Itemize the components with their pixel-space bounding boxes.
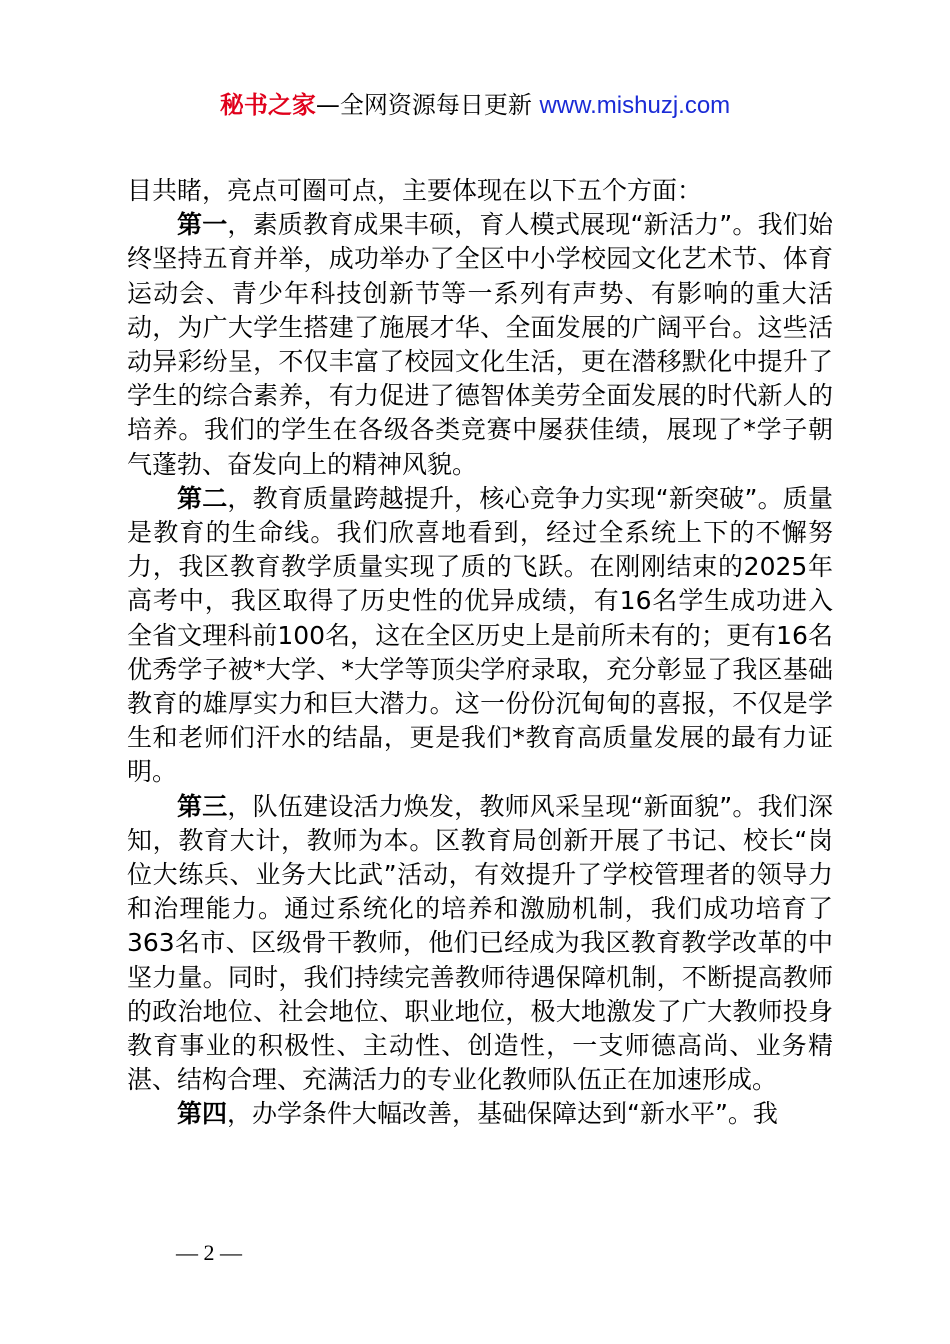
site-url-link[interactable]: www.mishuzj.com xyxy=(539,92,731,119)
paragraph-text: ，教育质量跨越提升，核心竞争力实现“新突破”。质量是教育的生命线。我们欣喜地看到，经过全系统上下的不懈努力，我区教育教学质量实现了质的飞跃。在刚刚结束的2025年高考中，我区取得了历史性的优异成绩，有16名学生成功进入全省文理科前100名，这在全区历史上是前所未有的；更有16名优秀学子被*大学、*大学等顶尖学府录取，充分彰显了我区基础教育的雄厚实力和巨大潜力。这一份份沉甸甸的喜报，不仅是学生和老师们汗水的结晶，更是我们*教育高质量发展的最有力证明。 xyxy=(127,483,833,787)
paragraph-text: ，队伍建设活力焕发，教师风采呈现“新面貌”。我们深知，教育大计，教师为本。区教育局创新开展了书记、校长“岗位大练兵、业务大比武”活动，有效提升了学校管理者的领导力和治理能力。通过系统化的培养和激励机制，我们成功培育了363名市、区级骨干教师，他们已经成为我区教育教学改革的中坚力量。同时，我们持续完善教师待遇保障机制，不断提高教师的政治地位、社会地位、职业地位，极大地激发了广大教师投身教育事业的积极性、主动性、创造性，一支师德高尚、业务精湛、结构合理、充满活力的专业化教师队伍正在加速形成。 xyxy=(127,791,833,1095)
paragraph-lead: 第四 xyxy=(177,1099,228,1129)
paragraph-lead: 第二 xyxy=(177,483,228,513)
paragraph-text: ，办学条件大幅改善，基础保障达到“新水平”。我 xyxy=(227,1099,778,1129)
paragraph-fourth xyxy=(127,1097,833,1131)
site-header xyxy=(0,88,950,123)
paragraph-intro: 目共睹，亮点可圈可点，主要体现在以下五个方面： xyxy=(127,176,703,205)
site-slogan: —全网资源每日更新 xyxy=(315,91,540,119)
document-body xyxy=(127,174,833,1132)
paragraph-lead: 第一 xyxy=(177,210,228,240)
paragraph-second xyxy=(127,482,833,790)
site-brand: 秘书之家 xyxy=(219,91,316,119)
page-number: — 2 — xyxy=(176,1240,242,1265)
paragraph-text: ，素质教育成果丰硕，育人模式展现“新活力”。我们始终坚持五育并举，成功举办了全区中小学校园文化艺术节、体育运动会、青少年科技创新节等一系列有声势、有影响的重大活动，为广大学生搭建了施展才华、全面发展的广阔平台。这些活动异彩纷呈，不仅丰富了校园文化生活，更在潜移默化中提升了学生的综合素养，有力促进了德智体美劳全面发展的时代新人的培养。我们的学生在各级各类竞赛中屡获佳绩，展现了*学子朝气蓬勃、奋发向上的精神风貌。 xyxy=(127,210,833,479)
paragraph-lead: 第三 xyxy=(177,791,228,821)
paragraph-first xyxy=(127,208,833,482)
paragraph-third xyxy=(127,790,833,1098)
